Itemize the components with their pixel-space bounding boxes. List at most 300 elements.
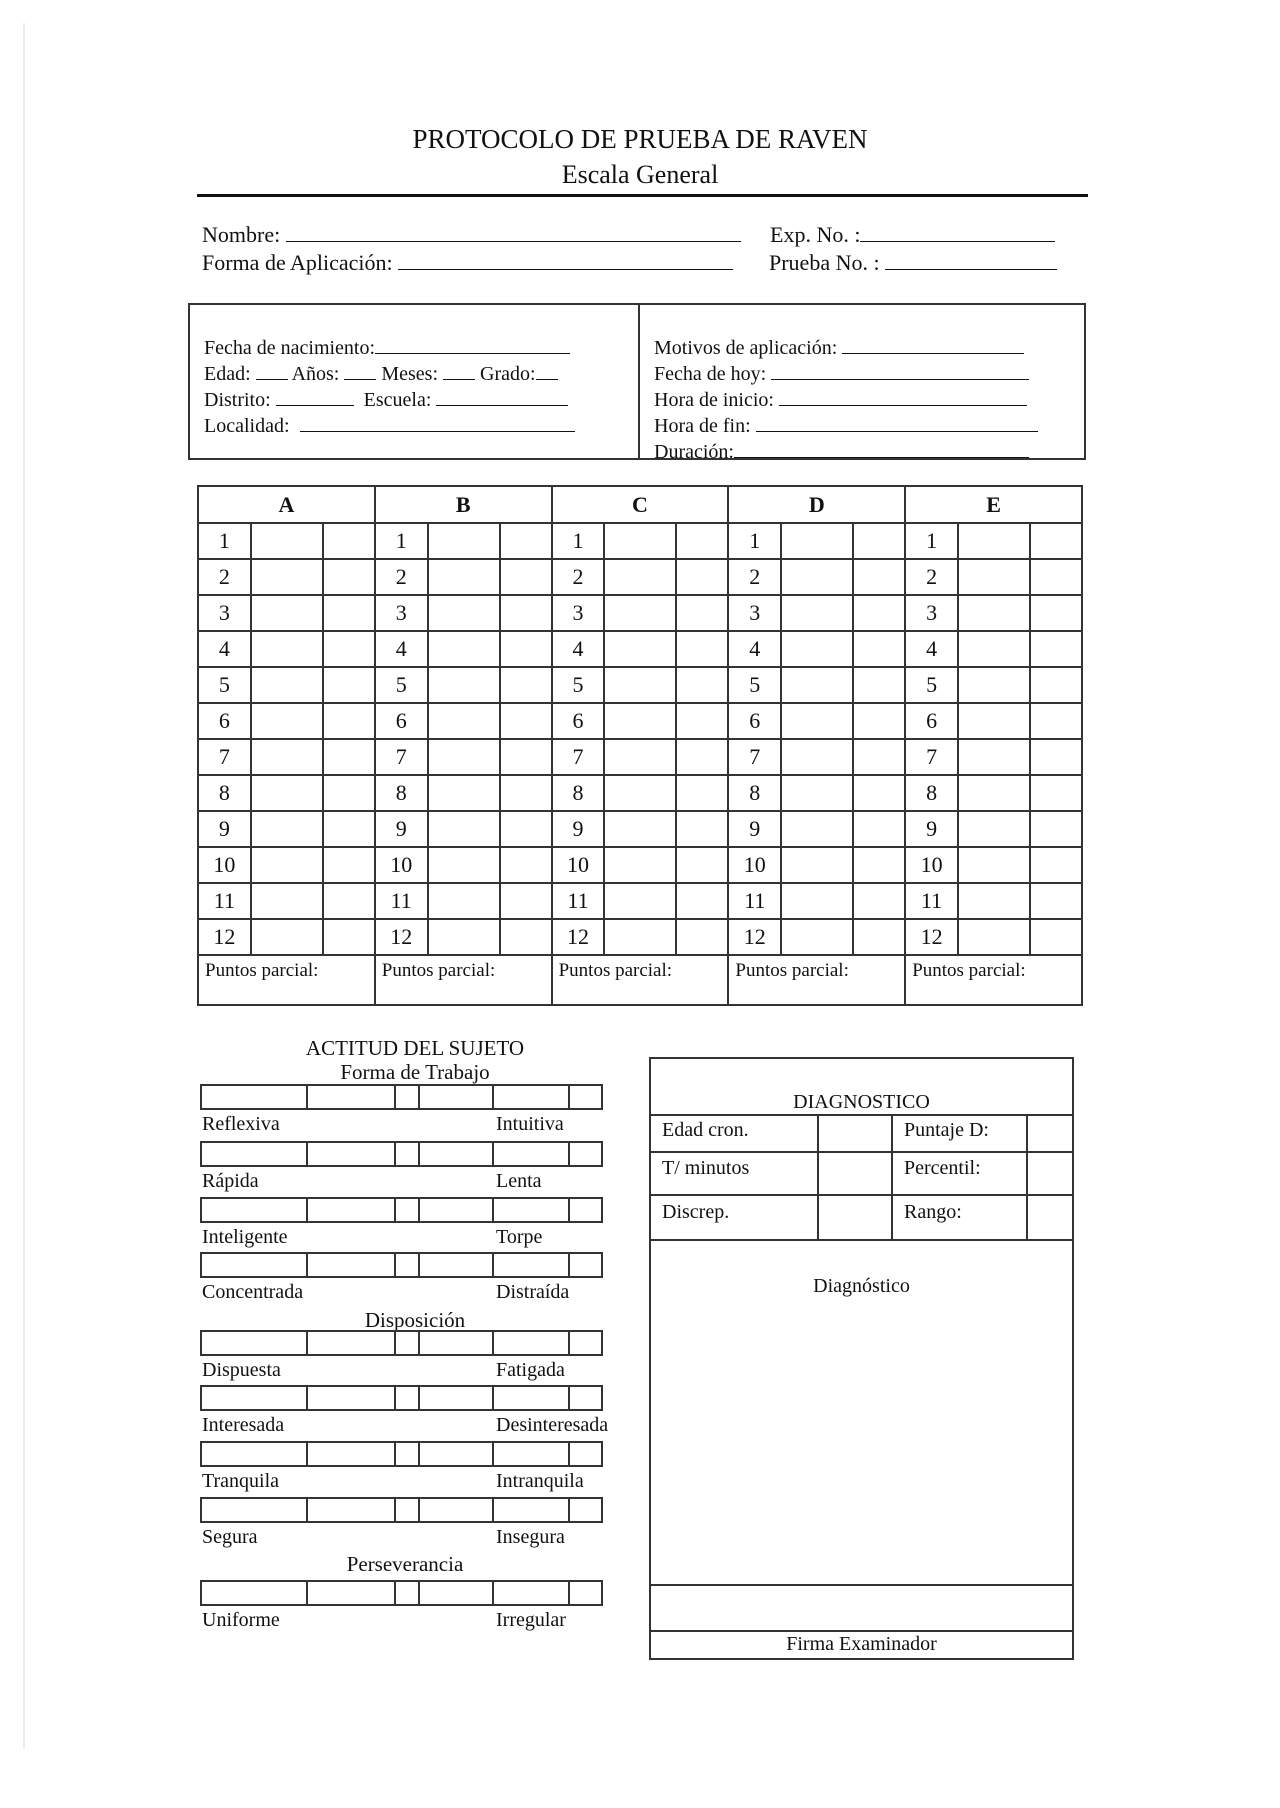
item-number: 2: [375, 559, 428, 595]
score-cell-a[interactable]: [323, 883, 375, 919]
item-number: 11: [198, 883, 251, 919]
score-cell-a[interactable]: [323, 559, 375, 595]
score-cell-a[interactable]: [323, 631, 375, 667]
document-title: PROTOCOLO DE PRUEBA DE RAVEN: [412, 124, 868, 154]
motivos-field[interactable]: [842, 337, 1024, 354]
score-cell-a[interactable]: [323, 595, 375, 631]
score-cell-d[interactable]: [853, 775, 905, 811]
score-cell-e[interactable]: [1030, 883, 1082, 919]
localidad-label: Localidad:: [204, 415, 290, 437]
answer-cell-b[interactable]: [428, 739, 500, 775]
puntaje-d-label: Puntaje D:: [904, 1119, 989, 1141]
score-cell-d[interactable]: [853, 811, 905, 847]
scale-left-label: Segura: [202, 1526, 258, 1548]
table-row: [198, 631, 1082, 667]
answer-cell-e[interactable]: [958, 523, 1030, 559]
score-cell-c[interactable]: [676, 523, 728, 559]
answer-cell-c[interactable]: [604, 667, 676, 703]
scale-right-label: Distraída: [496, 1281, 570, 1303]
item-number: 5: [552, 667, 605, 703]
score-cell-c[interactable]: [676, 775, 728, 811]
score-cell-b[interactable]: [500, 559, 552, 595]
scale-divider: [394, 1332, 396, 1354]
item-number: 7: [905, 739, 958, 775]
item-number: 7: [198, 739, 251, 775]
partial-points-c[interactable]: Puntos parcial:: [552, 955, 729, 1005]
diagnostic-title: DIAGNOSTICO: [793, 1091, 930, 1113]
answer-cell-d[interactable]: [781, 631, 853, 667]
table-row: [198, 883, 1082, 919]
scale-left-label: Dispuesta: [202, 1359, 281, 1381]
answer-cell-a[interactable]: [251, 775, 323, 811]
item-number: 5: [198, 667, 251, 703]
scale-left-label: Rápida: [202, 1170, 259, 1192]
answer-cell-a[interactable]: [251, 559, 323, 595]
item-number: 12: [905, 919, 958, 955]
score-cell-a[interactable]: [323, 667, 375, 703]
scale-left-label: Inteligente: [202, 1226, 288, 1248]
answer-cell-c[interactable]: [604, 595, 676, 631]
item-number: 4: [375, 631, 428, 667]
grado-field[interactable]: [536, 363, 558, 380]
answer-cell-b[interactable]: [428, 631, 500, 667]
answer-cell-a[interactable]: [251, 883, 323, 919]
series-header-e: E: [905, 486, 1082, 523]
score-cell-d[interactable]: [853, 523, 905, 559]
answer-cell-e[interactable]: [958, 703, 1030, 739]
score-cell-e[interactable]: [1030, 631, 1082, 667]
score-cell-d[interactable]: [853, 559, 905, 595]
answer-cell-e[interactable]: [958, 667, 1030, 703]
scale-left-label: Tranquila: [202, 1470, 280, 1492]
edad-label: Edad:: [204, 363, 251, 385]
answer-cell-c[interactable]: [604, 739, 676, 775]
score-cell-e[interactable]: [1030, 703, 1082, 739]
item-number: 6: [728, 703, 781, 739]
hora-fin-label: Hora de fin:: [654, 415, 751, 437]
nombre-label: Nombre:: [202, 222, 281, 247]
answer-cell-d[interactable]: [781, 811, 853, 847]
answer-cell-d[interactable]: [781, 883, 853, 919]
scale-divider: [418, 1582, 420, 1604]
score-cell-b[interactable]: [500, 883, 552, 919]
score-cell-d[interactable]: [853, 919, 905, 955]
score-cell-c[interactable]: [676, 595, 728, 631]
score-cell-c[interactable]: [676, 739, 728, 775]
item-number: 5: [728, 667, 781, 703]
score-cell-c[interactable]: [676, 919, 728, 955]
scale-right-label: Lenta: [496, 1170, 542, 1192]
diagnostico-label: Diagnóstico: [813, 1275, 910, 1297]
rating-scale[interactable]: [200, 1441, 603, 1467]
fecha-nacimiento-field[interactable]: [375, 337, 570, 354]
score-cell-e[interactable]: [1030, 919, 1082, 955]
score-cell-d[interactable]: [853, 739, 905, 775]
score-cell-a[interactable]: [323, 523, 375, 559]
item-number: 11: [552, 883, 605, 919]
prueba-field[interactable]: [885, 251, 1057, 270]
answer-cell-e[interactable]: [958, 595, 1030, 631]
scale-divider: [418, 1443, 420, 1465]
scale-divider: [394, 1443, 396, 1465]
answer-cell-e[interactable]: [958, 631, 1030, 667]
scale-divider: [492, 1443, 494, 1465]
score-cell-c[interactable]: [676, 559, 728, 595]
item-number: 3: [905, 595, 958, 631]
diag-rule: [651, 1584, 1072, 1586]
scale-divider: [418, 1143, 420, 1165]
item-number: 7: [728, 739, 781, 775]
table-row: [198, 775, 1082, 811]
item-number: 6: [905, 703, 958, 739]
score-cell-b[interactable]: [500, 811, 552, 847]
scale-right-label: Fatigada: [496, 1359, 565, 1381]
diag-rule: [651, 1239, 1072, 1241]
rating-scale[interactable]: [200, 1385, 603, 1411]
anos-label: Años:: [291, 363, 340, 385]
forma-row: [202, 250, 733, 276]
score-cell-e[interactable]: [1030, 811, 1082, 847]
scale-right-label: Irregular: [496, 1609, 566, 1631]
localidad-field[interactable]: [300, 415, 575, 432]
prueba-row: [769, 250, 1057, 276]
item-number: 12: [728, 919, 781, 955]
fecha-nacimiento-label: Fecha de nacimiento:: [204, 337, 376, 359]
answer-cell-c[interactable]: [604, 559, 676, 595]
score-cell-a[interactable]: [323, 919, 375, 955]
answer-cell-c[interactable]: [604, 775, 676, 811]
item-number: 11: [905, 883, 958, 919]
score-cell-d[interactable]: [853, 847, 905, 883]
answer-cell-c[interactable]: [604, 919, 676, 955]
scale-divider: [306, 1332, 308, 1354]
item-number: 6: [375, 703, 428, 739]
scale-right-label: Intuitiva: [496, 1113, 564, 1135]
item-number: 9: [375, 811, 428, 847]
scale-divider: [306, 1582, 308, 1604]
score-cell-d[interactable]: [853, 595, 905, 631]
diag-col-rule: [817, 1114, 819, 1239]
answer-cell-a[interactable]: [251, 667, 323, 703]
score-cell-c[interactable]: [676, 811, 728, 847]
item-number: 1: [375, 523, 428, 559]
item-number: 6: [552, 703, 605, 739]
item-number: 3: [552, 595, 605, 631]
scale-divider: [306, 1199, 308, 1221]
rating-scale[interactable]: [200, 1330, 603, 1356]
scale-divider: [306, 1143, 308, 1165]
info-box: [188, 303, 1086, 463]
answer-cell-d[interactable]: [781, 703, 853, 739]
rango-label: Rango:: [904, 1201, 962, 1223]
score-cell-b[interactable]: [500, 595, 552, 631]
answer-cell-b[interactable]: [428, 775, 500, 811]
table-row: [198, 523, 1082, 559]
exp-field[interactable]: [860, 223, 1055, 242]
anos-field[interactable]: [344, 363, 376, 380]
forma-field[interactable]: [398, 251, 733, 270]
scale-divider: [418, 1387, 420, 1409]
score-cell-a[interactable]: [323, 775, 375, 811]
distrito-label: Distrito:: [204, 389, 271, 411]
answer-cell-d[interactable]: [781, 523, 853, 559]
rating-scale[interactable]: [200, 1497, 603, 1523]
scale-divider: [492, 1199, 494, 1221]
scale-divider: [306, 1254, 308, 1276]
scale-divider: [568, 1332, 570, 1354]
page-edge: [23, 23, 25, 1748]
rating-scale[interactable]: [200, 1252, 603, 1278]
scale-divider: [492, 1254, 494, 1276]
diag-rule: [651, 1114, 1072, 1116]
series-header-b: B: [375, 486, 552, 523]
hora-inicio-field[interactable]: [779, 389, 1027, 406]
answer-cell-e[interactable]: [958, 847, 1030, 883]
answer-cell-e[interactable]: [958, 559, 1030, 595]
item-number: 4: [728, 631, 781, 667]
escuela-field[interactable]: [436, 389, 568, 406]
table-row: [198, 919, 1082, 955]
item-number: 2: [905, 559, 958, 595]
answer-cell-a[interactable]: [251, 523, 323, 559]
score-cell-d[interactable]: [853, 631, 905, 667]
scale-divider: [492, 1499, 494, 1521]
info-left: [204, 335, 575, 439]
scale-divider: [568, 1387, 570, 1409]
item-number: 8: [552, 775, 605, 811]
response-table: [197, 485, 1083, 1006]
answer-cell-d[interactable]: [781, 919, 853, 955]
scale-divider: [418, 1499, 420, 1521]
rating-scale[interactable]: [200, 1141, 603, 1167]
answer-cell-b[interactable]: [428, 523, 500, 559]
score-cell-e[interactable]: [1030, 667, 1082, 703]
edad-cron-label: Edad cron.: [662, 1119, 749, 1141]
item-number: 1: [552, 523, 605, 559]
answer-cell-a[interactable]: [251, 595, 323, 631]
hora-fin-field[interactable]: [756, 415, 1038, 432]
item-number: 10: [552, 847, 605, 883]
item-number: 8: [905, 775, 958, 811]
series-header-row: [198, 486, 1082, 523]
answer-cell-d[interactable]: [781, 559, 853, 595]
diagnostic-box: [649, 1057, 1074, 1660]
answer-cell-d[interactable]: [781, 595, 853, 631]
score-cell-b[interactable]: [500, 847, 552, 883]
scale-right-label: Torpe: [496, 1226, 543, 1248]
scale-divider: [492, 1086, 494, 1108]
table-row: [198, 847, 1082, 883]
scale-divider: [492, 1332, 494, 1354]
partial-points-a[interactable]: Puntos parcial:: [198, 955, 375, 1005]
answer-cell-c[interactable]: [604, 847, 676, 883]
score-cell-a[interactable]: [323, 847, 375, 883]
answer-cell-c[interactable]: [604, 883, 676, 919]
prueba-label: Prueba No. :: [769, 250, 880, 275]
title-rule: [197, 194, 1088, 197]
score-cell-b[interactable]: [500, 775, 552, 811]
table-row: [198, 811, 1082, 847]
answer-cell-e[interactable]: [958, 919, 1030, 955]
fecha-hoy-field[interactable]: [771, 363, 1029, 380]
answer-cell-e[interactable]: [958, 811, 1030, 847]
answer-cell-d[interactable]: [781, 775, 853, 811]
exp-row: [770, 222, 1055, 248]
answer-cell-a[interactable]: [251, 847, 323, 883]
item-number: 10: [905, 847, 958, 883]
score-cell-a[interactable]: [323, 703, 375, 739]
score-cell-e[interactable]: [1030, 595, 1082, 631]
item-number: 8: [375, 775, 428, 811]
item-number: 6: [198, 703, 251, 739]
item-number: 1: [728, 523, 781, 559]
diag-col-rule: [891, 1114, 893, 1239]
answer-cell-b[interactable]: [428, 559, 500, 595]
answer-cell-b[interactable]: [428, 847, 500, 883]
answer-cell-a[interactable]: [251, 739, 323, 775]
score-cell-e[interactable]: [1030, 847, 1082, 883]
answer-cell-b[interactable]: [428, 811, 500, 847]
scale-divider: [394, 1582, 396, 1604]
table-row: [198, 595, 1082, 631]
answer-cell-e[interactable]: [958, 883, 1030, 919]
table-row: [198, 739, 1082, 775]
item-number: 12: [375, 919, 428, 955]
score-cell-b[interactable]: [500, 919, 552, 955]
scale-divider: [418, 1332, 420, 1354]
item-number: 4: [552, 631, 605, 667]
table-row: [198, 559, 1082, 595]
scale-divider: [306, 1387, 308, 1409]
answer-cell-a[interactable]: [251, 703, 323, 739]
scale-divider: [568, 1499, 570, 1521]
item-number: 9: [728, 811, 781, 847]
signature-label: Firma Examinador: [786, 1633, 937, 1655]
scale-divider: [306, 1499, 308, 1521]
answer-cell-b[interactable]: [428, 919, 500, 955]
info-divider: [638, 305, 640, 458]
item-number: 10: [198, 847, 251, 883]
score-cell-b[interactable]: [500, 739, 552, 775]
answer-cell-b[interactable]: [428, 667, 500, 703]
hora-inicio-label: Hora de inicio:: [654, 389, 774, 411]
distrito-field[interactable]: [276, 389, 354, 406]
answer-cell-c[interactable]: [604, 523, 676, 559]
answer-cell-c[interactable]: [604, 703, 676, 739]
scale-divider: [306, 1443, 308, 1465]
percentil-label: Percentil:: [904, 1157, 981, 1179]
edad-field[interactable]: [256, 363, 288, 380]
diag-rule: [651, 1194, 1072, 1196]
diag-col-rule: [1026, 1114, 1028, 1239]
scale-divider: [418, 1254, 420, 1276]
answer-cell-a[interactable]: [251, 919, 323, 955]
item-number: 3: [728, 595, 781, 631]
item-number: 9: [198, 811, 251, 847]
answer-cell-e[interactable]: [958, 739, 1030, 775]
score-cell-c[interactable]: [676, 667, 728, 703]
score-cell-a[interactable]: [323, 811, 375, 847]
answer-cell-b[interactable]: [428, 595, 500, 631]
section-disposicion: Disposición: [364, 1308, 466, 1332]
item-number: 10: [728, 847, 781, 883]
score-cell-e[interactable]: [1030, 739, 1082, 775]
score-cell-d[interactable]: [853, 883, 905, 919]
scale-divider: [394, 1086, 396, 1108]
score-cell-b[interactable]: [500, 703, 552, 739]
score-cell-b[interactable]: [500, 523, 552, 559]
answer-cell-e[interactable]: [958, 775, 1030, 811]
scale-divider: [394, 1199, 396, 1221]
series-header-a: A: [198, 486, 375, 523]
score-cell-e[interactable]: [1030, 775, 1082, 811]
rating-scale[interactable]: [200, 1197, 603, 1223]
partial-points-d[interactable]: Puntos parcial:: [728, 955, 905, 1005]
meses-field[interactable]: [443, 363, 475, 380]
score-cell-e[interactable]: [1030, 559, 1082, 595]
duracion-field[interactable]: [734, 441, 1029, 458]
score-cell-b[interactable]: [500, 631, 552, 667]
score-cell-c[interactable]: [676, 703, 728, 739]
table-row: [198, 667, 1082, 703]
scale-divider: [492, 1143, 494, 1165]
scale-divider: [418, 1086, 420, 1108]
score-cell-b[interactable]: [500, 667, 552, 703]
item-number: 1: [198, 523, 251, 559]
answer-cell-b[interactable]: [428, 883, 500, 919]
item-number: 5: [375, 667, 428, 703]
document-subtitle: Escala General: [561, 160, 719, 189]
partial-points-row: [198, 955, 1082, 1005]
score-cell-e[interactable]: [1030, 523, 1082, 559]
score-cell-a[interactable]: [323, 739, 375, 775]
table-row: [198, 703, 1082, 739]
scale-right-label: Desinteresada: [496, 1414, 609, 1436]
item-number: 10: [375, 847, 428, 883]
answer-cell-d[interactable]: [781, 847, 853, 883]
rating-scale[interactable]: [200, 1580, 603, 1606]
partial-points-e[interactable]: Puntos parcial:: [905, 955, 1082, 1005]
answer-cell-a[interactable]: [251, 811, 323, 847]
score-cell-c[interactable]: [676, 883, 728, 919]
item-number: 5: [905, 667, 958, 703]
item-number: 1: [905, 523, 958, 559]
score-cell-d[interactable]: [853, 703, 905, 739]
scale-divider: [394, 1143, 396, 1165]
rating-scale[interactable]: [200, 1084, 603, 1110]
nombre-field[interactable]: [286, 223, 741, 242]
answer-cell-c[interactable]: [604, 811, 676, 847]
score-cell-c[interactable]: [676, 631, 728, 667]
scale-right-label: Insegura: [496, 1526, 565, 1548]
answer-cell-b[interactable]: [428, 703, 500, 739]
item-number: 12: [552, 919, 605, 955]
answer-cell-c[interactable]: [604, 631, 676, 667]
item-number: 2: [552, 559, 605, 595]
meses-label: Meses:: [381, 363, 439, 385]
score-cell-d[interactable]: [853, 667, 905, 703]
answer-cell-d[interactable]: [781, 667, 853, 703]
item-number: 2: [728, 559, 781, 595]
score-cell-c[interactable]: [676, 847, 728, 883]
item-number: 11: [728, 883, 781, 919]
partial-points-b[interactable]: Puntos parcial:: [375, 955, 552, 1005]
item-number: 3: [375, 595, 428, 631]
scale-divider: [568, 1254, 570, 1276]
diag-rule: [651, 1151, 1072, 1153]
answer-cell-d[interactable]: [781, 739, 853, 775]
answer-cell-a[interactable]: [251, 631, 323, 667]
